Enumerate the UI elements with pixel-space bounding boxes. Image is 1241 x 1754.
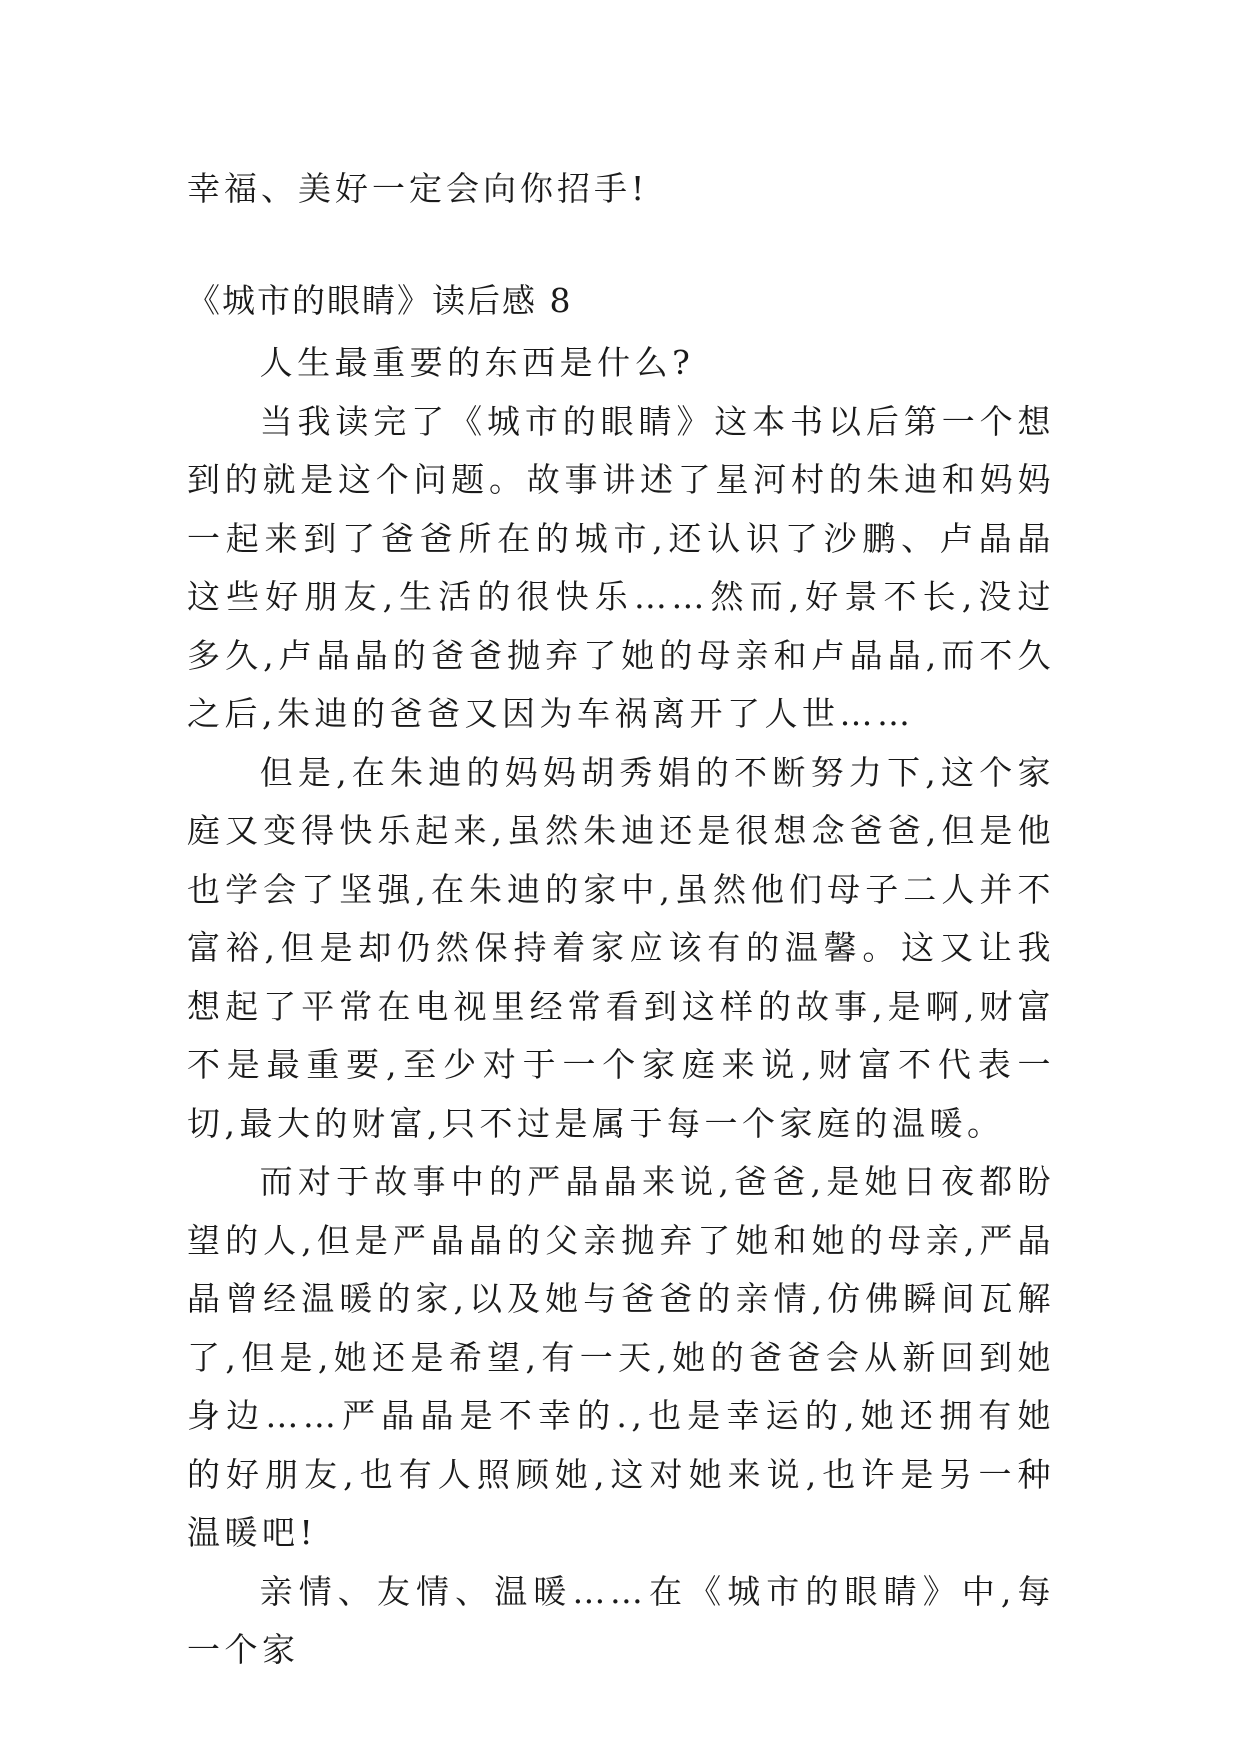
paragraph: 当我读完了《城市的眼睛》这本书以后第一个想到的就是这个问题。故事讲述了星河村的朱迪和妈妈一起来到了爸爸所在的城市,还认识了沙鹏、卢晶晶这些好朋友,生活的很快乐……然而,好景不长,没过多久,卢晶晶的爸爸抛弃了她的母亲和卢晶晶,而不久之后,朱迪的爸爸又因为车祸离开了人世…… bbox=[187, 401, 1055, 733]
essay-heading: 《城市的眼睛》读后感 8 bbox=[187, 281, 573, 320]
intro-line: 幸福、美好一定会向你招手! bbox=[187, 169, 649, 208]
paragraph: 亲情、友情、温暖……在《城市的眼睛》中,每一个家 bbox=[187, 1571, 1055, 1669]
paragraph: 而对于故事中的严晶晶来说,爸爸,是她日夜都盼望的人,但是严晶晶的父亲抛弃了她和她的母亲,严晶晶曾经温暖的家,以及她与爸爸的亲情,仿佛瞬间瓦解了,但是,她还是希望,有一天,她的爸爸会从新回到她身边……严晶晶是不幸的.,也是幸运的,她还拥有她的好朋友,也有人照顾她,这对她来说,也许是另一种温暖吧! bbox=[187, 1162, 1055, 1552]
essay-body bbox=[187, 334, 1055, 1680]
paragraph: 人生最重要的东西是什么? bbox=[259, 343, 695, 382]
paragraph: 但是,在朱迪的妈妈胡秀娟的不断努力下,这个家庭又变得快乐起来,虽然朱迪还是很想念爸爸,但是他也学会了坚强,在朱迪的家中,虽然他们母子二人并不富裕,但是却仍然保持着家应该有的温馨。这又让我想起了平常在电视里经常看到这样的故事,是啊,财富不是最重要,至少对于一个家庭来说,财富不代表一切,最大的财富,只不过是属于每一个家庭的温暖。 bbox=[187, 752, 1055, 1143]
